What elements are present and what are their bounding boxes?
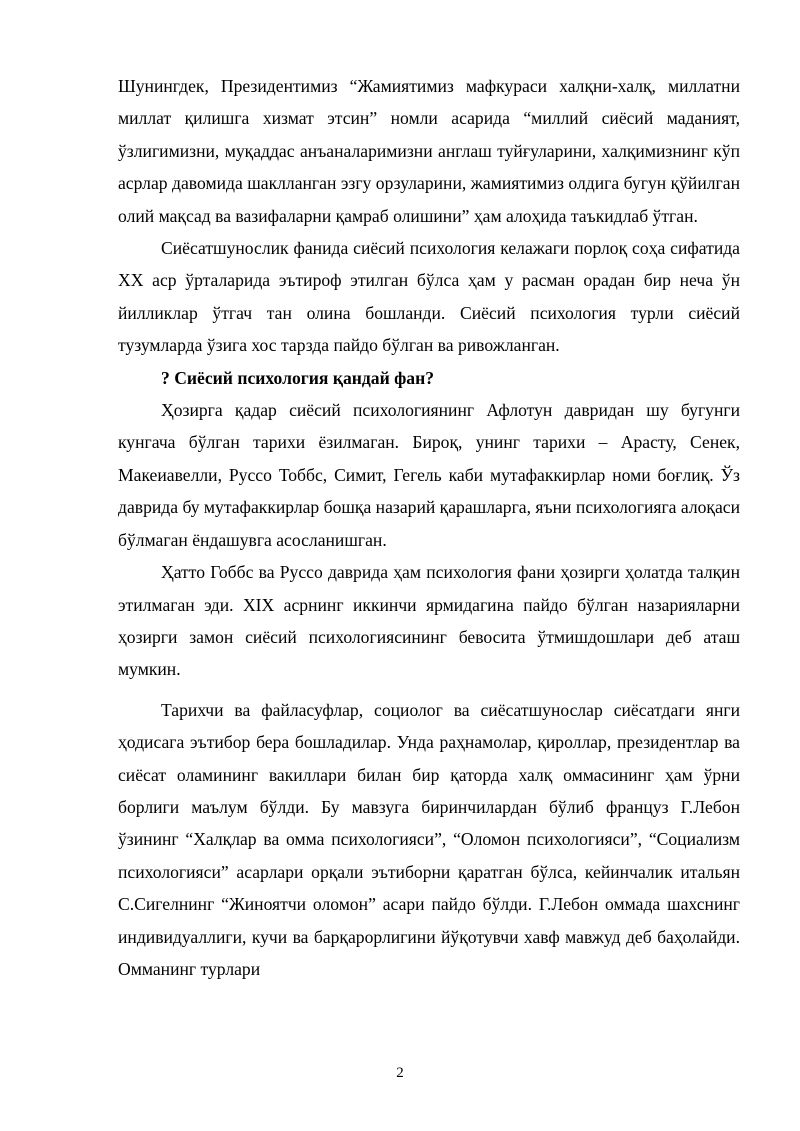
section-question-heading: ? Сиёсий психология қандай фан? bbox=[161, 367, 435, 388]
paragraph-le-bon-crowd: Тарихчи ва файласуфлар, социолог ва сиёсатшунослар сиёсатдаги янги ҳодисага эътибор бера бошладилар. Унда раҳнамолар, қироллар, президентлар ва сиёсат оламининг вакиллари билан бир қаторда халқ оммасининг ҳам ўрни борлиги маълум бўлди. Бу мавзуга биринчилардан бўлиб француз Г.Лебон ўзининг “Халқлар ва омма психологияси”, “Оломон психологияси”, “Социализм психологияси” асарлари орқали эътиборни қаратган бўлса, кейинчалик итальян С.Сигелнинг “Жиноятчи оломон” асари пайдо бўлди. Г.Лебон оммада шахснинг индивидуаллиги, кучи ва барқарорлигини йўқотувчи хавф мавжуд деб баҳолайди. Омманинг турлари bbox=[118, 699, 740, 979]
paragraph-hobbes-rousseau: Ҳатто Гоббс ва Руссо даврида ҳам психология фани ҳозирги ҳолатда талқин этилмаган эди. XIX асрнинг иккинчи ярмидагина пайдо бўлган назарияларни ҳозирги замон сиёсий психологиясининг бевосита ўтмишдошлари деб аташ мумкин. bbox=[118, 562, 740, 680]
paragraph-president-quote: Шунингдек, Президентимиз “Жамиятимиз мафкураси халқни-халқ, миллатни миллат қилишга хизмат этсин” номли асарида “миллий сиёсий маданият, ўзлигимизни, муқаддас анъаналаримизни англаш туйғуларини, халқимизнинг кўп асрлар давомида шаклланган эзгу орзуларини, жамиятимиз олдига бугун қўйилган олий мақсад ва вазифаларни қамраб олишини” ҳам алоҳида таъкидлаб ўтган. bbox=[118, 76, 740, 226]
page-number: 2 bbox=[396, 1065, 404, 1081]
paragraph-spacer bbox=[118, 686, 740, 694]
paragraph-history-thinkers: Ҳозирга қадар сиёсий психологиянинг Афлотун давридан шу бугунги кунгача бўлган тарихи ёзилмаган. Бироқ, унинг тарихи – Арасту, Сенек, Макеиавелли, Руссо Тоббс, Симит, Гегель каби мутафаккирлар номи боғлиқ. Ўз даврида бу мутафаккирлар бошқа назарий қарашларга, яъни психологияга алоқаси бўлмаган ёндашувга асосланишган. bbox=[118, 400, 741, 550]
paragraph-political-psychology-recognition: Сиёсатшунослик фанида сиёсий психология келажаги порлоқ соҳа сифатида XX аср ўрталарида эътироф этилган бўлса ҳам у расман орадан бир неча ўн йилликлар ўтгач тан олина бошланди. Сиёсий психология турли сиёсий тузумларда ўзига хос тарзда пайдо бўлган ва ривожланган. bbox=[118, 238, 740, 356]
page-body bbox=[118, 70, 740, 985]
